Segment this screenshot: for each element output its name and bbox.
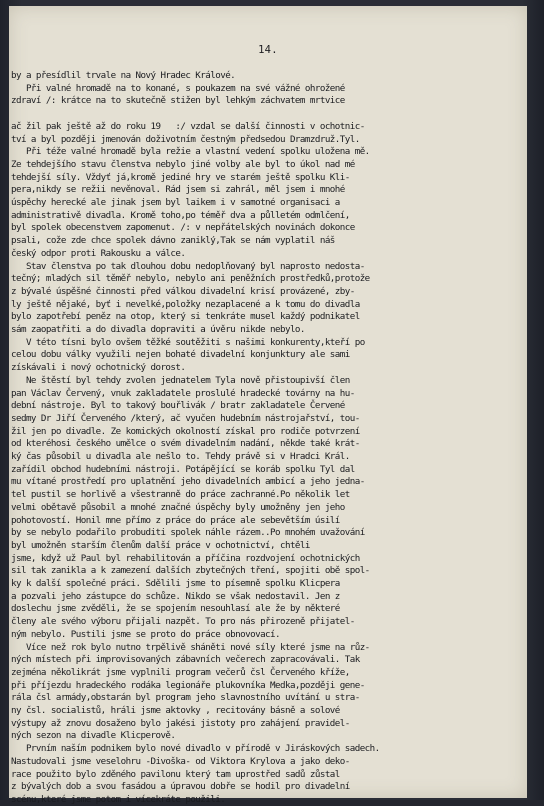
text-line: Při téže valné hromadě byla režie a vlastní vedení spolku uložena mě. (11, 146, 370, 158)
text-line: sedmy Dr Jiří Červeného /který, ač vyučen hudebním nástrojařství, tou- (11, 412, 360, 424)
text-line: race použito bylo zděného pavilonu který tam uprostřed sadů zůstal (11, 768, 340, 780)
text-line: zařídil obchod hudebními nástroji. Potápějící se koráb spolku Tyl dal (11, 463, 355, 475)
text-line: sil tak zanikla a k zamezení dalších zbytečných tření, spojiti obě spol- (11, 565, 370, 577)
text-line: dební nástroje. Byl to takový bouřlivák / bratr zakladatele Červené (11, 400, 345, 412)
text-line: Nastudovali jsme veselohru -Divoška- od Viktora Krylova a jako deko- (11, 755, 350, 767)
text-line: získávali i nový ochotnický dorost. (11, 362, 186, 374)
text-line: by se nebylo podařilo probuditi spolek náhle rázem..Po mnohém uvažování (11, 527, 365, 539)
page-number: 14. (258, 44, 278, 56)
text-line: byl spolek obecenstvem zapomenut. /: v nepřátelských novinách dokonce (11, 222, 355, 234)
text-line: při příjezdu hradeckého rodáka legionáře plukovníka Medka,později gene- (11, 679, 365, 691)
text-line: ných místech při improvisovaných zábavních večerech zapracovávali. Tak (11, 654, 360, 666)
text-line: členy ale svého výboru přijali nazpět. To pro nás přirozeně přijatel- (11, 616, 355, 628)
text-line: mu vítané prostředí pro uplatnění jeho divadelních ambicí a jeho jedna- (11, 476, 365, 488)
text-line: úspěchy herecké ale jinak jsem byl laikem i v samotné organisaci a (11, 197, 340, 208)
text-line: doslechu jsme zvěděli, že se spojením nesouhlasí ale že by některé (11, 603, 340, 615)
text-line: celou dobu války využili nejen bohaté divadelní konjunktury ale sami (11, 349, 350, 361)
text-line: a pozvali jeho zástupce do schůze. Nikdo se však nedostavil. Jen z (11, 590, 340, 602)
text-line: tehdejší síly. Vždyť já,kromě jediné hry ve starém ještě spolku Kli- (11, 171, 350, 183)
text-line: psali, cože zde chce spolek dávno zaniklý,Tak se nám vyplatil náš (11, 235, 335, 247)
typewritten-page (9, 6, 527, 805)
text-line: Ze tehdejšího stavu členstva nebylo jiné volby ale byl to úkol nad mé (11, 158, 355, 170)
text-line: Ne štěstí byl tehdy zvolen jednatelem Tyla nově přistoupivší člen (11, 374, 350, 386)
text-line: administrativě divadla. Kromě toho,po téměř dva a půlletém odmlčení, (11, 209, 350, 221)
text-line: rála čsl armády,obstarán byl program jeho slavnostního uvítání u stra- (11, 692, 360, 704)
text-line: ač žil pak ještě až do roku 19 :/ vzdal se další činnosti v ochotnic- (11, 120, 365, 132)
text-line: by a přesídlil trvale na Nový Hradec Králové. (11, 70, 236, 81)
text-line: zdraví /: krátce na to skutečně stižen byl lehkým záchvatem mrtvice (11, 95, 345, 107)
text-line: Stav členstva po tak dlouhou dobu nedoplňovaný byl naprosto nedosta- (11, 260, 365, 272)
text-line: sám zaopatřiti a do divadla dopraviti a úvěru nikde nebylo. (11, 324, 305, 335)
text-line: V této tísni bylo ovšem těžké soutěžiti s našimi konkurenty,kteří po (11, 336, 365, 348)
text-line: tečný; mladých sil těměř nebylo, nebylo ani peněžních prostředků,protože (11, 273, 370, 285)
text-line: zejména několikrát jsme vyplnili program večerů čsl Červeného kříže, (11, 666, 350, 678)
text-line: z bývalé úspěšné činnosti před válkou divadelní krisí provázené, zby- (11, 285, 355, 297)
text-line: ký čas působil u divadla ale nešlo to. Tehdy právě si v Hradci Král. (11, 451, 350, 462)
text-line: pera,nikdy se režii nevěnoval. Rád jsem si zahrál, měl jsem i mnohé (11, 184, 345, 196)
text-line: Více než rok bylo nutno trpělivě sháněti nové síly které jsme na růz- (11, 641, 370, 653)
text-line: jsme, když už Paul byl rehabilitován a příčina rozdvojení ochotnických (11, 552, 360, 564)
text-line: výstupy až znovu dosaženo bylo jakési jistoty pro zahájení pravidel- (11, 717, 350, 729)
text-line: Při valné hromadě na to konané, s poukazem na své vážné ohrožené (11, 82, 345, 94)
text-line: ny čsl. socialistů, hráli jsme aktovky , recitovány básně a solové (11, 705, 340, 716)
text-line: žil jen po divadle. Ze komických okolností získal pro rodiče potvrzení (11, 425, 360, 437)
text-line: velmi obětavě působil a mnohé značné úspěchy byly umožněny jen jeho (11, 501, 345, 513)
text-line: scénu,které jsme potom i vícekráte použili. (11, 793, 226, 805)
text-line: český odpor proti Rakousku a válce. (11, 247, 186, 259)
text-line: tví a byl později jmenován doživotním čestným předsedou Dramzdruž.Tyl. (11, 133, 360, 145)
text-line: byl umožněn starším členům další práce v ochotnictví, chtěli (11, 539, 310, 551)
text-line: tel pustil se horlivě a všestranně do práce zachranné.Po několik let (11, 489, 350, 501)
text-line: od kteréhosi českého umělce o svém divadelním nadání, někde také krát- (11, 438, 360, 450)
text-line: ných sezon na divadle Klicperově. (11, 730, 176, 742)
text-line: ly ještě nějaké, byť i nevelké,položky nezaplacené a k tomu do divadla (11, 298, 360, 310)
text-line: bylo zapotřebí peněz na otop, který si tenkráte musel každý podnikatel (11, 311, 360, 323)
text-line: z bývalých dob a svou fasádou a úpravou dobře se hodil pro divadelní (11, 781, 350, 793)
text-line: pan Václav Červený, vnuk zakladatele proslulé hradecké továrny na hu- (11, 387, 355, 399)
text-line: ným nebylo. Pustili jsme se proto do práce obnovovací. (11, 628, 280, 640)
text-line: Prvním naším podnikem bylo nové divadlo v přírodě v Jiráskových sadech. (11, 743, 380, 755)
text-line: ky k další společné práci. Sdělili jsme to písemně spolku Klicpera (11, 578, 340, 589)
text-line: pohotovostí. Honil mne přímo z práce do práce ale sebevětším úsilí (11, 514, 340, 526)
